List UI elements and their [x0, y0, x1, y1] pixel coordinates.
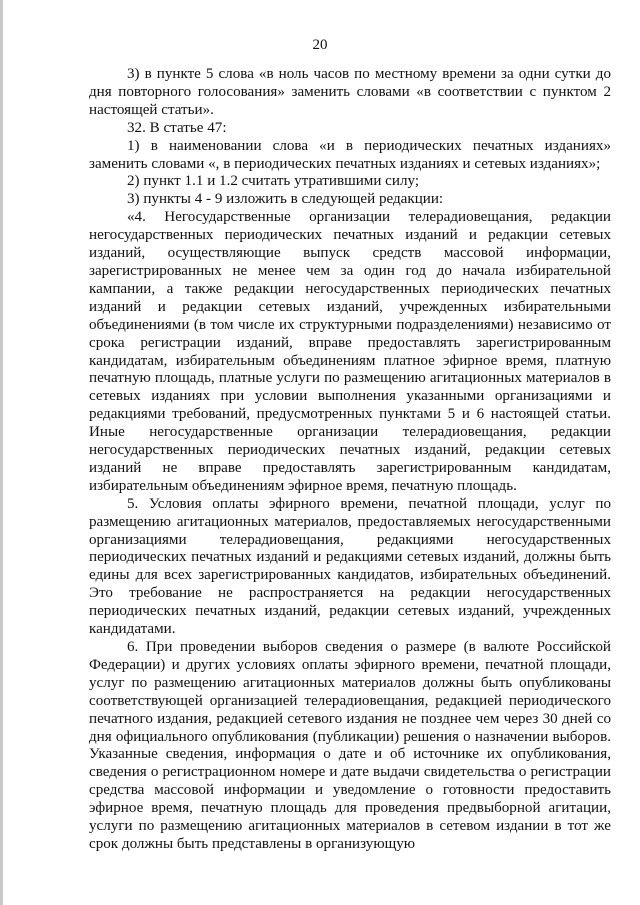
paragraph-point-6: 6. При проведении выборов сведения о размере (в валюте Российской Федерации) и других условиях оплаты эфирного времени, печатной площади, услуг по размещению агитационных материалов должны быть опубликованы соответствующей организацией телерадиовещания, редакцией периодического печатного издания, редакцией сетевого издания не позднее чем через 30 дней со дня официального опубликования (публикации) решения о назначении выборов. Указанные сведения, информация о дате и об источнике их опубликования, сведения о регистрационном номере и дате выдачи свидетельства о регистрации средства массовой информации и уведомление о готовности предоставить эфирное время, печатную площадь для проведения предвыборной агитации, услуги по размещению агитационных материалов в сетевом издании в тот же срок должны быть представлены в организующую [89, 639, 611, 852]
paragraph-point-4: «4. Негосударственные организации телерадиовещания, редакции негосударственных периодических печатных изданий и редакции сетевых изданий, осуществляющие выпуск средств массовой информации, зарегистрированных не менее чем за один год до начала избирательной кампании, а также редакции негосударственных периодических печатных изданий и редакции сетевых изданий, учрежденных избирательными объединениями (в том числе их структурными подразделениями) независимо от срока регистрации изданий, вправе предоставлять зарегистрированным кандидатам, избирательным объединениям платное эфирное время, платную печатную площадь, платные услуги по размещению агитационных материалов в сетевых изданиях при условии выполнения указанными организациями и редакциями требований, предусмотренных пунктами 5 и 6 настоящей статьи. Иные негосударственные организации телерадиовещания, редакции негосударственных периодических печатных изданий, редакции сетевых изданий не вправе предоставлять зарегистрированным кандидатам, избирательным объединениям эфирное время, печатную площадь. [89, 209, 611, 494]
paragraph-item-3-new-edition: 3) пункты 4 - 9 изложить в следующей редакции: [127, 191, 444, 208]
paragraph-point-5: 5. Условия оплаты эфирного времени, печатной площади, услуг по размещению агитационных материалов, предоставляемых негосударственными организациями телерадиовещания, редакциями негосударственных периодических печатных изданий и редакциями сетевых изданий, должны быть едины для всех зарегистрированных кандидатов, избирательных объединений. Это требование не распространяется на редакции негосударственных периодических печатных изданий, редакции сетевых изданий, учрежденных кандидатами. [89, 495, 611, 638]
paragraph-item-3-amendment: 3) в пункте 5 слова «в ноль часов по местному времени за одни сутки до дня повторного голосования» заменить словами «в соответствии с пунктом 2 настоящей статьи». [89, 66, 611, 118]
paragraph-article-47-heading: 32. В статье 47: [127, 119, 227, 136]
document-body [89, 66, 611, 854]
page-number: 20 [312, 37, 328, 53]
paragraph-item-1-title: 1) в наименовании слова «и в периодических печатных изданиях» заменить словами «, в периодических печатных изданиях и сетевых изданиях»; [89, 137, 611, 172]
page-edge [0, 0, 3, 905]
paragraph-item-2-repeal: 2) пункт 1.1 и 1.2 считать утратившими силу; [127, 173, 420, 190]
